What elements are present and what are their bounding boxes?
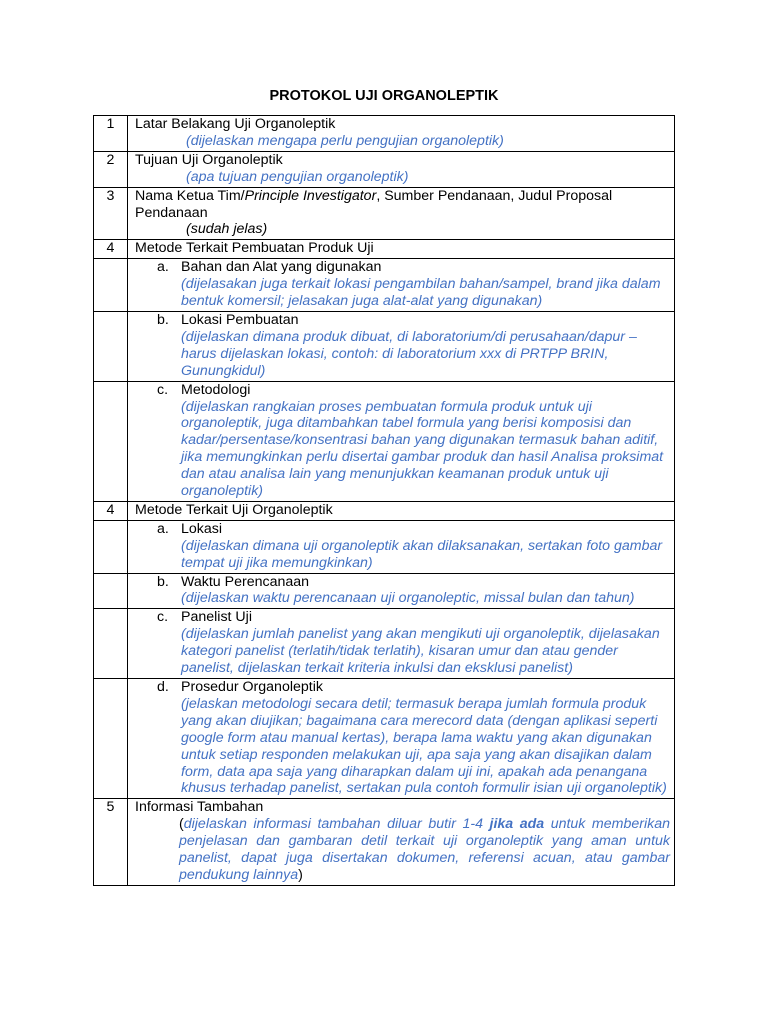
row-heading [135,188,670,222]
row-number [94,520,128,573]
sub-item [135,382,670,500]
sub-item [135,259,670,310]
heading-italic: Principle Investigator [244,187,377,204]
sub-item-heading: Lokasi [181,520,223,537]
row-number: 1 [94,116,128,152]
row-content [128,240,675,259]
sub-item-letter: a. [157,520,169,537]
row-content [128,311,675,381]
row-number [94,609,128,679]
sub-item-letter: c. [157,609,169,626]
row-note: (apa tujuan pengujian organoleptik) [186,168,409,185]
note-part: dijelaskan informasi tambahan diluar butir 1-4 [183,816,490,833]
note-part: untuk memberikan penjelasan dan gambaran detil terkait uji organoleptik yang aman untuk panelist, dapat juga disertakan dokumen, referensi acuan, atau gambar pendukung lainnya [179,816,670,883]
sub-item-note: (dijelaskan dimana uji organoleptik akan dilaksanakan, sertakan foto gambar tempat uji jika memungkinkan) [181,537,663,571]
heading-part: , Sumber Pendanaan, Judul Proposal Pendanaan [135,187,613,221]
row-number [94,381,128,501]
row-heading: Metode Terkait Pembuatan Produk Uji [135,240,374,257]
sub-item-letter: d. [157,679,169,695]
row-number: 5 [94,799,128,886]
row-content [128,187,675,240]
row-note: (dijelaskan mengapa perlu pengujian organoleptik) [186,132,504,149]
note-bold: jika ada [489,816,545,833]
heading-part: Nama Ketua Tim/ [135,187,245,204]
sub-item-heading: Bahan dan Alat yang digunakan [181,259,382,276]
table-row [94,799,675,886]
row-content [128,116,675,152]
row-number [94,259,128,312]
row-content [128,799,675,886]
row-number: 2 [94,151,128,187]
row-number [94,679,128,799]
sub-item-heading: Metodologi [181,381,251,398]
row-content [128,520,675,573]
table-row [94,609,675,679]
sub-item-note: (dijelaskan rangkaian proses pembuatan formula produk untuk uji organoleptik, juga ditambahkan tabel formula yang berisi komposisi dan kadar/persentase/konsentrasi bahan yang digunakan termasuk bahan aditif, jika memungkinkan perlu disertai gambar produk dan hasil Analisa proksimat dan atau analisa lain yang menunjukkan keamanan produk untuk uji organoleptik) [181,398,664,500]
row-content [128,381,675,501]
page-title: PROTOKOL UJI ORGANOLEPTIK [269,88,499,104]
row-heading: Tujuan Uji Organoleptik [135,151,283,168]
sub-item-note: (dijelaskan waktu perencanaan uji organoleptic, missal bulan dan tahun) [181,590,635,607]
table-row [94,381,675,501]
row-note: (sudah jelas) [186,221,268,238]
sub-item-letter: c. [157,381,169,398]
table-row [94,679,675,799]
sub-item-letter: a. [157,259,169,276]
row-heading: Metode Terkait Uji Organoleptik [135,501,333,518]
sub-item-letter: b. [157,311,169,328]
sub-item-note: (dijelaskan dimana produk dibuat, di laboratorium/di perusahaan/dapur – harus dijelaskan lokasi, contoh: di laboratorium xxx di PRTPP BRIN, Gunungkidul) [181,328,637,379]
row-note [135,816,670,884]
table-row [94,187,675,240]
row-heading: Latar Belakang Uji Organoleptik [135,116,336,132]
row-number: 3 [94,187,128,240]
row-heading: Informasi Tambahan [135,799,264,816]
table-row [94,573,675,609]
sub-item [135,609,670,677]
note-paren-close: ) [298,866,303,883]
table-row [94,259,675,312]
sub-item-heading: Panelist Uji [181,609,252,626]
sub-item [135,312,670,380]
sub-item-note: (dijelasakan juga terkait lokasi pengambilan bahan/sampel, brand jika dalam bentuk komersil; jelasakan juga alat-alat yang digunakan) [181,276,661,310]
table-row [94,311,675,381]
row-content [128,501,675,520]
sub-item [135,574,670,608]
sub-item-letter: b. [157,573,169,590]
row-content [128,609,675,679]
table-row [94,151,675,187]
sub-item-heading: Prosedur Organoleptik [181,679,323,695]
sub-item-heading: Waktu Perencanaan [181,573,310,590]
row-content [128,259,675,312]
row-number [94,573,128,609]
protocol-table [93,115,675,886]
table-row [94,520,675,573]
table-row [94,116,675,152]
row-content [128,573,675,609]
sub-item-note: (dijelaskan jumlah panelist yang akan mengikuti uji organoleptik, dijelasakan kategori panelist (terlatih/tidak terlatih), kisaran umur dan atau gender panelist, dijelaskan terkait kriteria inkulsi dan eksklusi panelist) [181,626,660,677]
note-paren-open: ( [179,816,184,833]
row-number: 4 [94,240,128,259]
table-row [94,501,675,520]
table-row [94,240,675,259]
sub-item [135,521,670,572]
row-content [128,151,675,187]
sub-item-note: (jelaskan metodologi secara detil; termasuk berapa jumlah formula produk yang akan diujikan; bagaimana cara merecord data (dengan aplikasi seperti google form atau manual kertas), berapa lama waktu yang akan digunakan untuk setiap responden melakukan uji, apa saja yang akan disajikan dalam form, data apa saja yang diharapkan dalam uji ini, apakah ada penangana khusus terhadap panelist, sertakan pula contoh formulir isian uji organoleptik) [181,695,667,797]
sub-item [135,679,670,797]
sub-item-heading: Lokasi Pembuatan [181,311,299,328]
row-number [94,311,128,381]
row-content [128,679,675,799]
row-number: 4 [94,501,128,520]
